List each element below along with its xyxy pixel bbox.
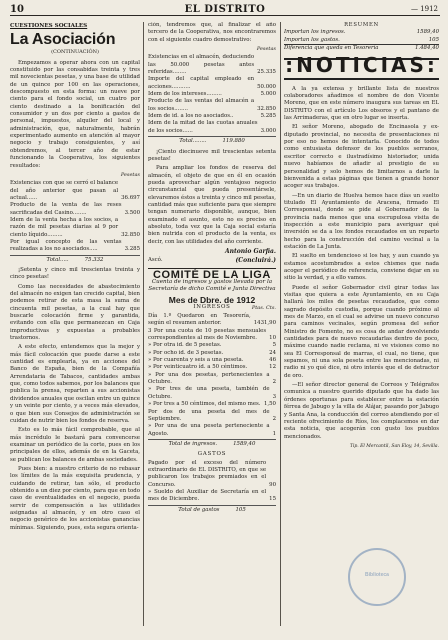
paragraph: Pues bien: a nuestro criterio de no rebasar los límites de la más exquisita prudencia, y cuidando de retirar, tan sólo, el producto obtenido a un diez por ciento, para que en todo caso de eventualidades en el negocio, pueda servir de compensación a las utilidades asignadas al almacén, y en otro caso el negocio genérico de los accionistas ganancias mínimas. Siguiendo, pues, esta segura orienta-: [10, 465, 140, 531]
ledger-row: » Por cuarenta y seis a una peseta. 46: [148, 357, 276, 364]
ledger-row: Idem de la mitad de las cuotas anuales de los socios...... 3.000: [148, 120, 276, 134]
ledger-table: [148, 54, 276, 145]
ledger-row: » Por tres de una peseta, también de Octubre. 3: [148, 386, 276, 400]
ledger-row: Idem de la venta hecha a los socios, a razón de mil pesetas diarias al 9 por ciento líquido......... 32.850: [10, 216, 140, 238]
paragraph: —En un diario de Huelva hemos hace días un suelto titulado El Ayuntamiento de Aracena, firmado El Corresponsal, donde se pide al Gobernador de la provincia nada menos que una escrupulosa visita de inspección a este municipio para averiguar qué inversión se da a los fondos recaudados en un reparto hecho para la construcción del camino vecinal a la estación de La Junta.: [284, 192, 439, 250]
ledger-row: » Por una de una peseta perteneciente a Agosto. 1: [148, 423, 276, 437]
column-1: [10, 22, 140, 626]
section-heading: CUESTIONES SOCIALES: [10, 23, 88, 29]
gastos-label: GASTOS: [197, 451, 227, 458]
paragraph: ción, tendremos que, al finalizar el año tercero de la Cooperativa, nos encontraremos con el siguiente cuadro demostrativo:: [148, 22, 276, 43]
ingresos-total: Total de ingresos. 1589,40: [148, 439, 276, 448]
signature-footer: [148, 257, 276, 264]
liga-month: Mes de Dbre. de 1912: [168, 295, 256, 305]
continued-label: (CONTINUACIÓN): [51, 49, 99, 56]
printer-imprint: Tip. El Mercantil, San Eloy, 14, Sevilla.: [349, 443, 439, 449]
ledger-row: Por igual concepto de las ventas realizadas a los no asociados..... 3.285: [10, 238, 140, 253]
paragraph: ¡Setenta y cinco mil trescientas treinta y cinco pesetas!: [10, 266, 140, 281]
liga-subtitle: Cuenta de ingresos y gastos llevada por la Secretaría de dicho Comité e Junta Directiva: [148, 279, 276, 292]
ledger-row: Día 1.º Quedaron en Tesorería, según el resumen anterior. 1431,90: [148, 313, 276, 327]
ledger-row: Idem de los intereses......... 5.000: [148, 91, 276, 98]
ledger-row: Producto de las ventas del almacén a los socios........ 32.850: [148, 98, 276, 112]
ledger-row: Existencias con que se cerró el balance del año anterior que pasan al actual...... 36.697: [10, 180, 140, 201]
ingresos-label: INGRESOS: [193, 304, 231, 311]
column-3: [284, 22, 439, 626]
signature-place: Ascó.: [148, 257, 163, 264]
paragraph: Como las necesidades de abastecimiento del almacén no exigen tan crecido capital, bien podemos retirar de esta masa la suma de cincuenta mil pesetas, a la cual hay que buscarle colocación firme y garantida, evitando con ella que permanezcan en Caja improductivas y expuestas a probables trastornos.: [10, 283, 140, 342]
ptas-label: Ptas. Cts.: [251, 304, 276, 311]
ledger-row: Importe del capital empleado en acciones........... 50.000: [148, 76, 276, 90]
column-rule-1: [143, 22, 144, 626]
pesetas-label: Pesetas: [256, 46, 276, 53]
ingresos-table: [148, 313, 276, 448]
paragraph: El suelto en tendencioso si los hay, y aun cuando ya estamos acostumbrados a estos chismes que nada acoger el periódico de referencia, conviene dejar en su sitio la verdad, y a ello vamos.: [284, 253, 439, 282]
gastos-table: [148, 460, 276, 514]
resumen-row: Importan los ingresos. 1589,40: [284, 29, 439, 36]
paragraph: Puede el señor Gobernador civil girar todas las visitas que quiera a este Ayuntamiento, en su Caja hallará los miles de pesetas recaudados, que como sagrado depósito custodia, porque cuando próximo al mes de Marzo, en el cual se advirse un nuevo concurso para caminos vecinales, según promesa del señor Ministro de Fomento, no es cosa de andar devolviendo cantidades para de nuevo recaudarlas dentro de poco, máxime cuando nadie reclama, ni ve visiones como no sea El Corresponsal de marras, el cual, no tiene, que sepamos, ni una sola peseta entre las mencionadas, ni radio ni yo qué dice, ni otro interés que el de detractor de oro.: [284, 284, 439, 379]
paragraph: Para ampliar los fondos de reserva del almacén, el objeto de que en él en ocasión pueda aprovechar algún ventajoso negocio circunstancial que pueda presentársele, elevaremos éstos a treinta y cinco mil pesetas, cantidad más que suficiente para que siempre tengan numerario disponible, aunque, bien examinado el asunto, esto no es preciso en absoluto, toda vez que la Caja social estaría bien nutrida con el producto de la venta, es decir, con las utilidades del año corriente.: [148, 165, 276, 245]
paragraph: Empezamos a operar ahora con un capital constituido por las consabidas treinta y tres mil novecientas pesetas, y una base de utilidad de un quince por 100 en las operaciones, descompuesto en esta forma: un nueve por ciento para el fondo social, un cuatro por ciento destinado a la bonificación del consumidor y un dos por ciento a gastos de personal, impuestos, alquiler del local y administración, que, naturalmente, habrán experimentado aumento en atención al mayor negocio y trabajo consiguientes, y así obtendremos, al tercer año de estar funcionando la Cooperativa, los siguientes resultados:: [10, 59, 140, 169]
page-number: 10: [10, 4, 24, 15]
newspaper-title: EL DISTRITO: [184, 4, 266, 15]
concluded-label: (Concluirá.): [235, 257, 276, 265]
ledger-row: » Por veinticuatro íd. a 50 céntimos. 12: [148, 364, 276, 371]
ledger-table: [10, 180, 140, 264]
resumen-label: RESUMEN: [344, 22, 379, 28]
paragraph: A la ya extensa y brillante lista de nuestros colaboradores añadimos el nombre de don Vicente Moreno, que en este número inaugura sus tareas en EL DISTRITO con el artículo Los obsoros y el pantano de las Arrimaderas, que en otro lugar se inserta.: [284, 85, 439, 122]
noticias-banner: [284, 53, 439, 79]
paragraph: —El señor director general de Correos y Telégrafos comunica a nuestro querido diputado que ha dado las órdenes oportunas para establecer entre la estación férrea de Jabugo y la villa de Alájar, pasando por Jabugo y Santa Ana, la conducción del correo atendiendo por el reciente ofrecimiento de Ríos, los complacemos en dar esta noticia, que acogerán con gusto los pueblos mencionados.: [284, 382, 439, 440]
page-header: [10, 4, 440, 16]
ledger-row: 3 Por una cuota de 10 pesetas mensuales correspondientes al mes de Noviembre. 10: [148, 327, 276, 342]
paragraph: El señor Moreno, abogado de Encinasola y ex-diputado provincial, no necesita de presentaciones ni por eso no hemos de intentarla. Conocido de todos como entusiasta defensor de los pueblos serranos, escritor correcto e ilustradísimo historiador, unida nuevo habíamos de añadir al prestigio de su personalidad y solo hemos de limitarnos a darle la bienvenida a estas páginas que tienen a grande honor acoger sus trabajos.: [284, 124, 439, 190]
ledger-row: Idem de id. a los no asociados.. 5.285: [148, 113, 276, 120]
ledger-total: Total........ 119.880: [148, 136, 276, 145]
ledger-row: Existencias en el almacén, deduciendo las 50.000 pesetas antes referidas........ 25.335: [148, 54, 276, 76]
library-stamp: [348, 548, 406, 606]
ledger-row: » Por una dos pesetas, pertenecientes a Octubre. 2: [148, 371, 276, 386]
liga-title: COMITÉ DE LA LIGA: [153, 268, 271, 281]
column-rule-2: [280, 22, 281, 626]
paragraph: A este efecto, entendemos que la mejor y más fácil colocación que puede darse a este cantidad es emplearla, ya en acciones del Banco de España, bien de la Compañía Arrendataria de Tabacos, cantidades ambas que, como todos sabemos, por los balances que publica la prensa, reparten a sus accionistas dividendos anuales que oscilan entre un quince y un veinte por ciento, y a veces más elevados, o que bien sus Consejos de administración se cuidan de nutrir bien los fondos de reserva.: [10, 344, 140, 424]
ledger-row: Por dos de una peseta del mes de Septiembre. 2: [148, 408, 276, 422]
newspaper-page: [10, 4, 440, 634]
paragraph: Esto es lo más fácil comprobable, que al más incrédulo le bastará para convencerse examinar un periódico de la corte, pues en los principales de ellos, además de en la Gaceta, se publican los balances de ambas sociedades.: [10, 427, 140, 463]
ledger-row: » Por otra id. de 5 pesetas. 5: [148, 342, 276, 349]
article-headline: La Asociación: [10, 31, 116, 49]
resumen-row: Diferencia que queda en Tesorería 1.484,40: [284, 45, 439, 52]
ledger-row: » Por ocho id. de 3 pesetas. 24: [148, 349, 276, 356]
gastos-total: Total de gastos 105: [148, 505, 276, 514]
noticias-title: :NOTICIAS:: [285, 53, 438, 78]
resumen-row: Importan los gastos. 105: [284, 37, 439, 45]
paragraph: ¡Ciento diecinueve mil trescientas setenta pesetas!: [148, 148, 276, 162]
signature: Antonio Garfia.: [224, 247, 276, 255]
ledger-row: Pagado por el exceso del número extraordinario de EL DISTRITO, en que se publicaron los trabajos premiados en el Concurso. 90: [148, 459, 276, 488]
column-2: [148, 22, 276, 626]
ledger-row: » Sueldo del Auxiliar de Secretaría en el mes de Diciembre. 15: [148, 488, 276, 503]
stamp-text: Biblioteca: [365, 572, 389, 578]
ledger-row: Producto de la venta de las reses sacrificadas del Casino........ 3.500: [10, 202, 140, 216]
ledger-row: » Por tres a 50 céntimos, del mismo mes. 1,50: [148, 401, 276, 408]
page-date: — 1912: [410, 5, 438, 13]
ledger-total: Total..... 75.332: [10, 255, 140, 264]
pesetas-label: Pesetas: [120, 171, 140, 178]
